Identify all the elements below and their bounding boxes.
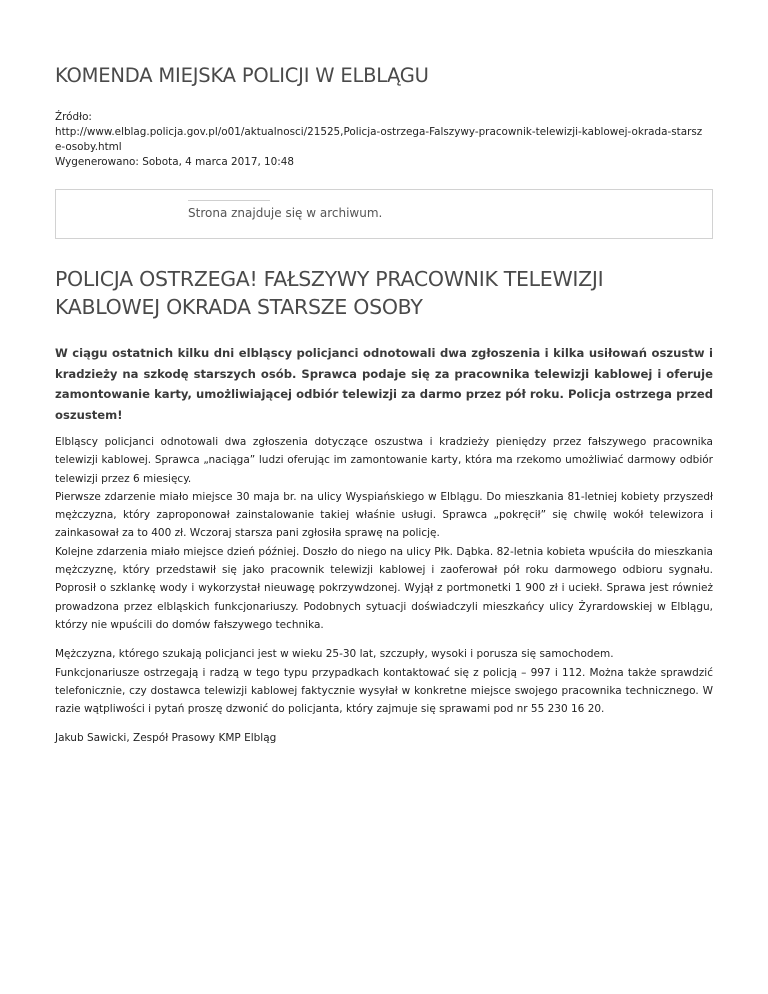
generated-timestamp: Wygenerowano: Sobota, 4 marca 2017, 10:48 [55, 156, 294, 168]
article-body [55, 433, 713, 748]
article-paragraph: Pierwsze zdarzenie miało miejsce 30 maja br. na ulicy Wyspiańskiego w Elblągu. Do mieszkania 81-letniej kobiety przyszedł mężczyzna, który zaproponował zainstalowanie takiej właśnie usługi. Sprawca „pokręcił” się chwilę wokół telewizora i zainkasował za to 400 zł. Wczoraj starsza pani zgłosiła sprawę na policję. [55, 490, 713, 540]
article-paragraph: Elbląscy policjanci odnotowali dwa zgłoszenia dotyczące oszustwa i kradzieży pieniędzy przez fałszywego pracownika telewizji kablowej. Sprawca „naciąga” ludzi oferując im zamontowanie karty, która ma rzekomo umożliwiać darmowy odbiór telewizji przez 6 miesięcy. [55, 436, 713, 485]
article-paragraph: Kolejne zdarzenia miało miejsce dzień później. Doszło do niego na ulicy Płk. Dąbka. 82-letnia kobieta wpuściła do mieszkania mężczyznę, który przedstawił się jako pracownik telewizji kablowej i zaoferował pół roku darmowego odbioru sygnału. Poprosił o szklankę wody i wykorzystał nieuwagę pokrzywdzonej. Wyjął z portmonetki 1 900 zł i uciekł. Sprawa jest również prowadzona przez elbląskich funkcjonariuszy. Podobnych sytuacji doświadczyli mieszkańcy ulicy Żyrardowskiej w Elblągu, którzy nie wpuścili do domów fałszywego technika. [55, 545, 713, 631]
article-paragraph: Funkcjonariusze ostrzegają i radzą w tego typu przypadkach kontaktować się z policją – 997 i 112. Można także sprawdzić telefonicznie, czy dostawca telewizji kablowej faktycznie wysyłał w konkretne miejsce swojego pracownika technicznego. W razie wątpliwości i pytań proszę dzwonić do policjanta, który zajmuje się sprawami pod nr 55 230 16 20. [55, 666, 713, 716]
article-lead: W ciągu ostatnich kilku dni elbląscy policjanci odnotowali dwa zgłoszenia i kilka usiłowań oszustw i kradzieży na szkodę starszych osób. Sprawca podaje się za pracownika telewizji kablowej i oferuje zamontowanie karty, umożliwiającej odbiór telewizji za darmo przez pół roku. Policja ostrzega przed oszustem! [55, 346, 713, 422]
source-url-line[interactable]: e-osoby.html [55, 141, 122, 153]
site-title: KOMENDA MIEJSKA POLICJI W ELBLĄGU [55, 64, 429, 87]
article-title: POLICJA OSTRZEGA! FAŁSZYWY PRACOWNIK TELEWIZJI KABLOWEJ OKRADA STARSZE OSOBY [55, 267, 604, 319]
archive-notice-box [55, 189, 713, 239]
source-label: Źródło: [55, 111, 92, 123]
source-url-line[interactable]: http://www.elblag.policja.gov.pl/o01/aktualnosci/21525,Policja-ostrzega-Falszywy-pracownik-telewizji-kablowej-okrada-starsz [55, 126, 703, 138]
archive-notice: Strona znajduje się w archiwum. [188, 206, 383, 220]
source-meta [55, 110, 713, 170]
divider [188, 200, 270, 201]
article-author: Jakub Sawicki, Zespół Prasowy KMP Elbląg [55, 732, 277, 745]
article-paragraph: Mężczyzna, którego szukają policjanci jest w wieku 25-30 lat, szczupły, wysoki i porusza się samochodem. [55, 648, 614, 661]
